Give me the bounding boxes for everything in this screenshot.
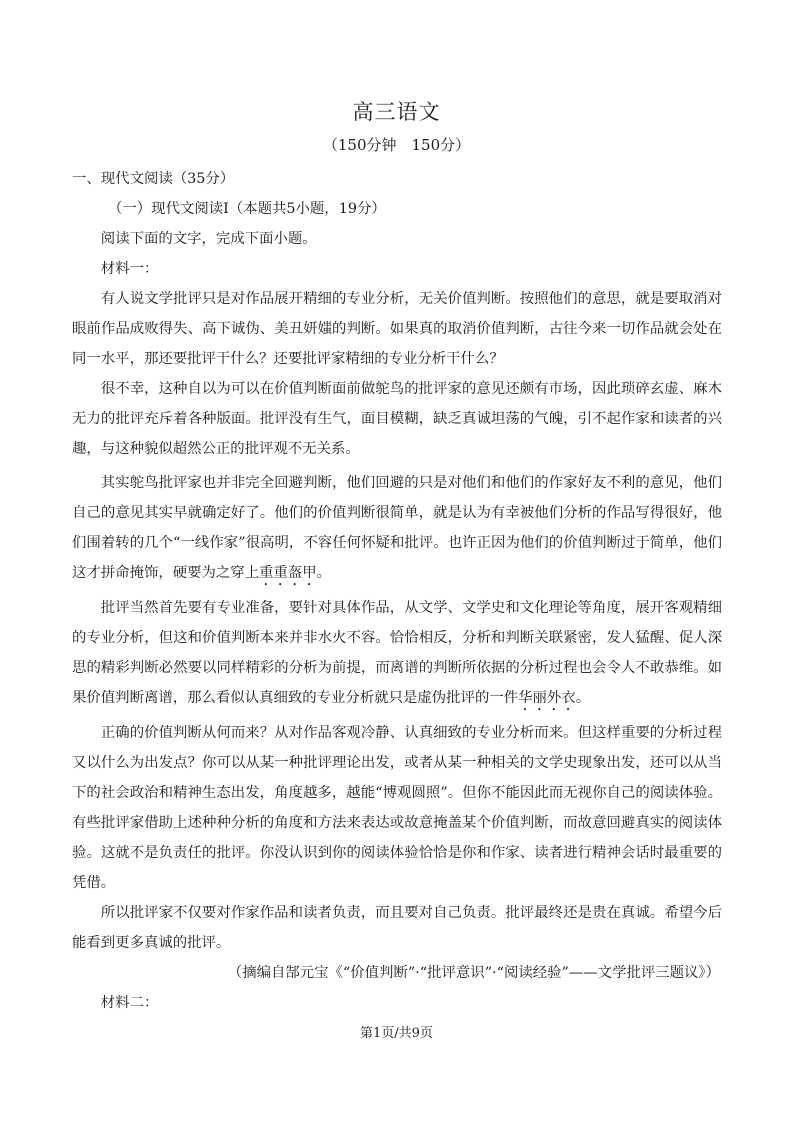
- material-two-label: 材料二：: [100, 995, 159, 1011]
- material-one-paragraph-3: [72, 468, 722, 589]
- subsection-heading: （一）现代文阅读Ⅰ（本题共5小题，19分）: [108, 201, 386, 217]
- exam-content: [72, 164, 722, 1018]
- paragraph-3-end: 。: [316, 565, 332, 581]
- material-one-paragraph-5: 正确的价值判断从何而来？从对作品客观冷静、认真细致的专业分析而来。但这样重要的分析过程又以什么为出发点？你可以从某一种批评理论出发，或者从某一种相关的文学史现象出发，还可以从当下的社会政治和精神生态出发，角度越多，越能“博观圆照”。但你不能因此而无视你自己的阅读体验。有些批评家借助上述种种分析的角度和方法来表达或故意掩盖某个价值判断，而故意回避真实的阅读体验。这就不是负责任的批评。你没认识到你的阅读体验恰恰是你和作家、读者进行精神会话时最重要的凭借。: [72, 725, 722, 891]
- exam-duration-score: （150分钟 150分）: [322, 136, 471, 154]
- reading-instruction: 阅读下面的文字，完成下面小题。: [100, 231, 317, 247]
- section-heading: 一、现代文阅读（35分）: [72, 171, 235, 187]
- paragraph-4-end: 。: [575, 690, 591, 706]
- emphasized-phrase-armor: 重重盔甲: [259, 565, 317, 581]
- material-one-paragraph-4: [72, 593, 722, 714]
- page-number: 第1页/共9页: [360, 1026, 433, 1041]
- material-one-paragraph-6: 所以批评家不仅要对作家作品和读者负责，而且要对自己负责。批评最终还是贵在真诚。希望今后能看到更多真诚的批评。: [72, 905, 722, 951]
- paragraph-3-text: 其实鸵鸟批评家也并非完全回避判断，他们回避的只是对他们和他们的作家好友不利的意见，他们自己的意见其实早就确定好了。他们的价值判断很简单，就是认为有幸被他们分析的作品写得很好，他们围着转的几个“一线作家”很高明，不容任何怀疑和批评。也许正因为他们的价值判断过于简单，他们这才拼命掩饰，硬要为之穿上: [72, 475, 722, 581]
- emphasized-phrase-garment: 华丽外衣: [518, 690, 576, 706]
- material-one-paragraph-1: 有人说文学批评只是对作品展开精细的专业分析，无关价值判断。按照他们的意思，就是要取消对眼前作品成败得失、高下诚伪、美丑妍媸的判断。如果真的取消价值判断，古往今来一切作品就会处在同一水平，那还要批评干什么？还要批评家精细的专业分析干什么？: [72, 291, 722, 367]
- material-one-paragraph-2: 很不幸，这种自以为可以在价值判断面前做鸵鸟的批评家的意见还颇有市场，因此琐碎玄虚、麻木无力的批评充斥着各种版面。批评没有生气，面目模糊，缺乏真诚坦荡的气魄，引不起作家和读者的兴趣，与这种貌似超然公正的批评观不无关系。: [72, 381, 722, 457]
- paragraph-4-text: 批评当然首先要有专业准备，要针对具体作品，从文学、文学史和文化理论等角度，展开客观精细的专业分析，但这和价值判断本来并非水火不容。恰恰相反，分析和判断关联紧密，发人猛醒、促人深思的精彩判断必然要以同样精彩的分析为前提，而离谱的判断所依据的分析过程也会令人不敢恭维。如果价值判断离谱，那么看似认真细致的专业分析就只是虚伪批评的一件: [72, 600, 722, 706]
- material-one-label: 材料一：: [100, 261, 159, 277]
- material-one-source: （摘编自郜元宝《“价值判断”·“批评意识”·“阅读经验”——文学批评三题议》）: [227, 965, 720, 981]
- page-title: 高三语文: [352, 100, 441, 124]
